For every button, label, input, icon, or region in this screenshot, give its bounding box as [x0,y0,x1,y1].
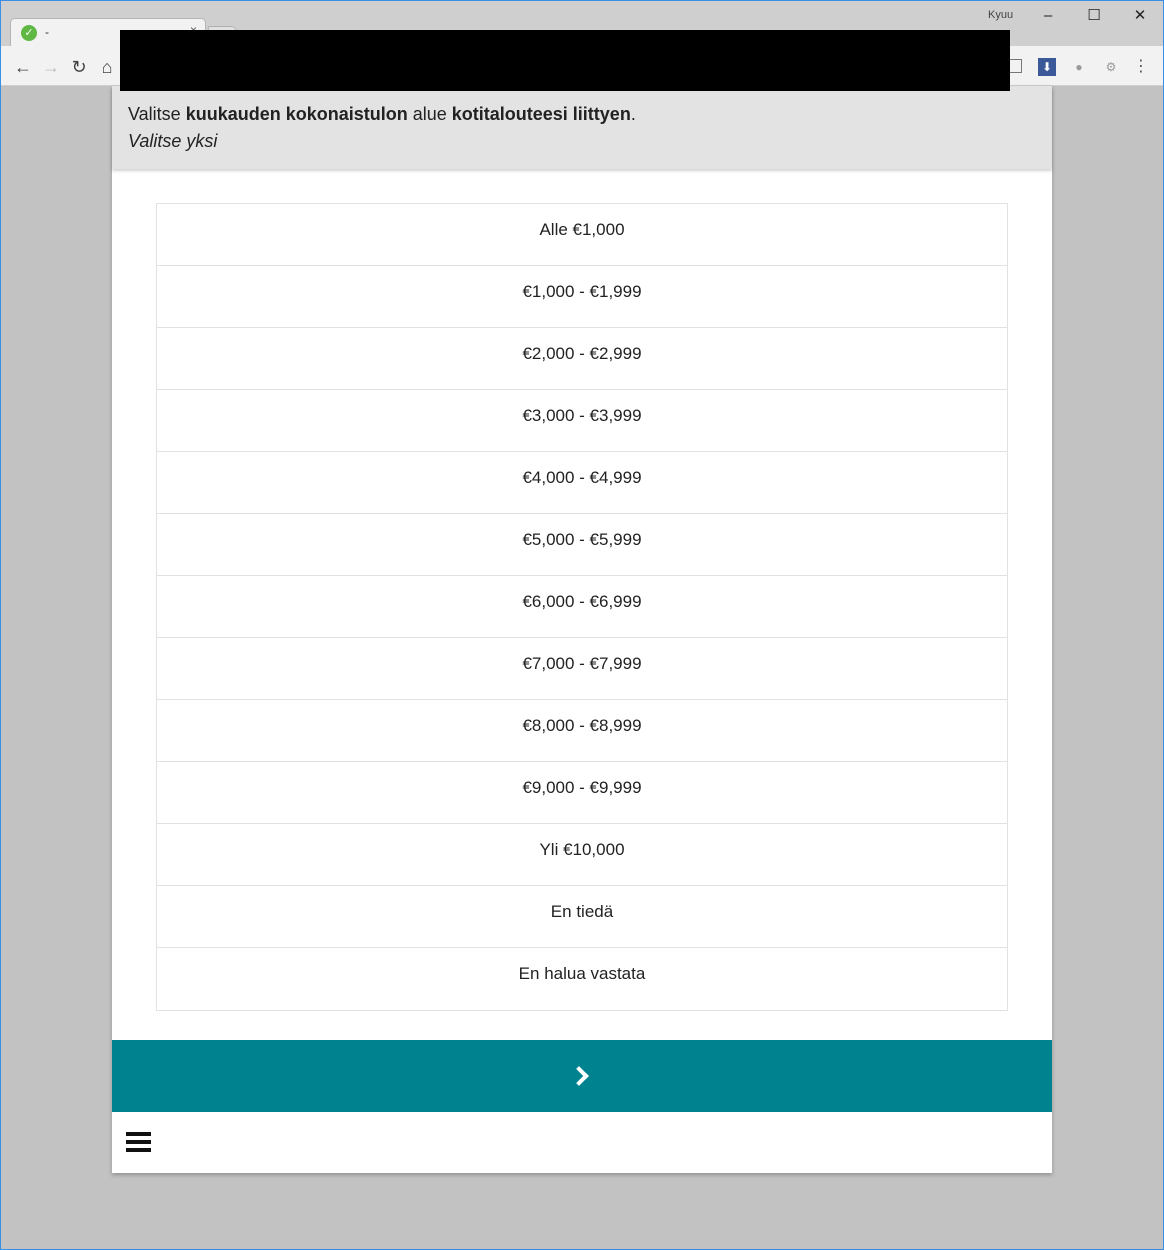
check-icon: ✓ [21,25,37,41]
home-icon[interactable]: ⌂ [101,57,113,77]
option-4000-4999[interactable]: €4,000 - €4,999 [157,452,1007,514]
redacted-address-bar[interactable] [120,30,1010,91]
option-3000-3999[interactable]: €3,000 - €3,999 [157,390,1007,452]
option-2000-2999[interactable]: €2,000 - €2,999 [157,328,1007,390]
option-7000-7999[interactable]: €7,000 - €7,999 [157,638,1007,700]
hamburger-menu-icon[interactable] [126,1132,151,1152]
option-over-10000[interactable]: Yli €10,000 [157,824,1007,886]
tab-title: - [45,25,49,39]
forward-icon[interactable]: → [42,57,60,77]
close-window-icon[interactable]: ✕ [1133,7,1147,24]
settings-extension-icon[interactable]: ⚙ [1105,60,1117,74]
option-8000-8999[interactable]: €8,000 - €8,999 [157,700,1007,762]
question-header [112,86,1052,169]
back-icon[interactable]: ← [14,57,32,77]
survey-card [112,86,1052,1173]
circle-extension-icon[interactable]: ● [1075,60,1083,74]
option-dont-know[interactable]: En tiedä [157,886,1007,948]
chevron-right-icon [569,1066,589,1086]
option-under-1000[interactable]: Alle €1,000 [157,204,1007,266]
reload-icon[interactable]: ↻ [71,57,87,77]
question-text: Valitse kuukauden kokonaistulon alue kotitalouteesi liittyen. [128,104,636,124]
option-1000-1999[interactable]: €1,000 - €1,999 [157,266,1007,328]
maximize-icon[interactable]: ☐ [1087,7,1101,24]
answer-options [156,203,1008,1011]
option-prefer-not-to-answer[interactable]: En halua vastata [157,948,1007,1010]
question-hint: Valitse yksi [128,131,218,151]
next-button[interactable] [112,1040,1052,1112]
profile-name[interactable]: Kyuu [988,9,1014,21]
menu-kebab-icon[interactable]: ⋮ [1133,58,1149,75]
minimize-icon[interactable]: – [1043,7,1053,24]
option-9000-9999[interactable]: €9,000 - €9,999 [157,762,1007,824]
download-extension-icon[interactable]: ⬇ [1038,58,1056,76]
footer [112,1112,1052,1173]
option-6000-6999[interactable]: €6,000 - €6,999 [157,576,1007,638]
option-5000-5999[interactable]: €5,000 - €5,999 [157,514,1007,576]
